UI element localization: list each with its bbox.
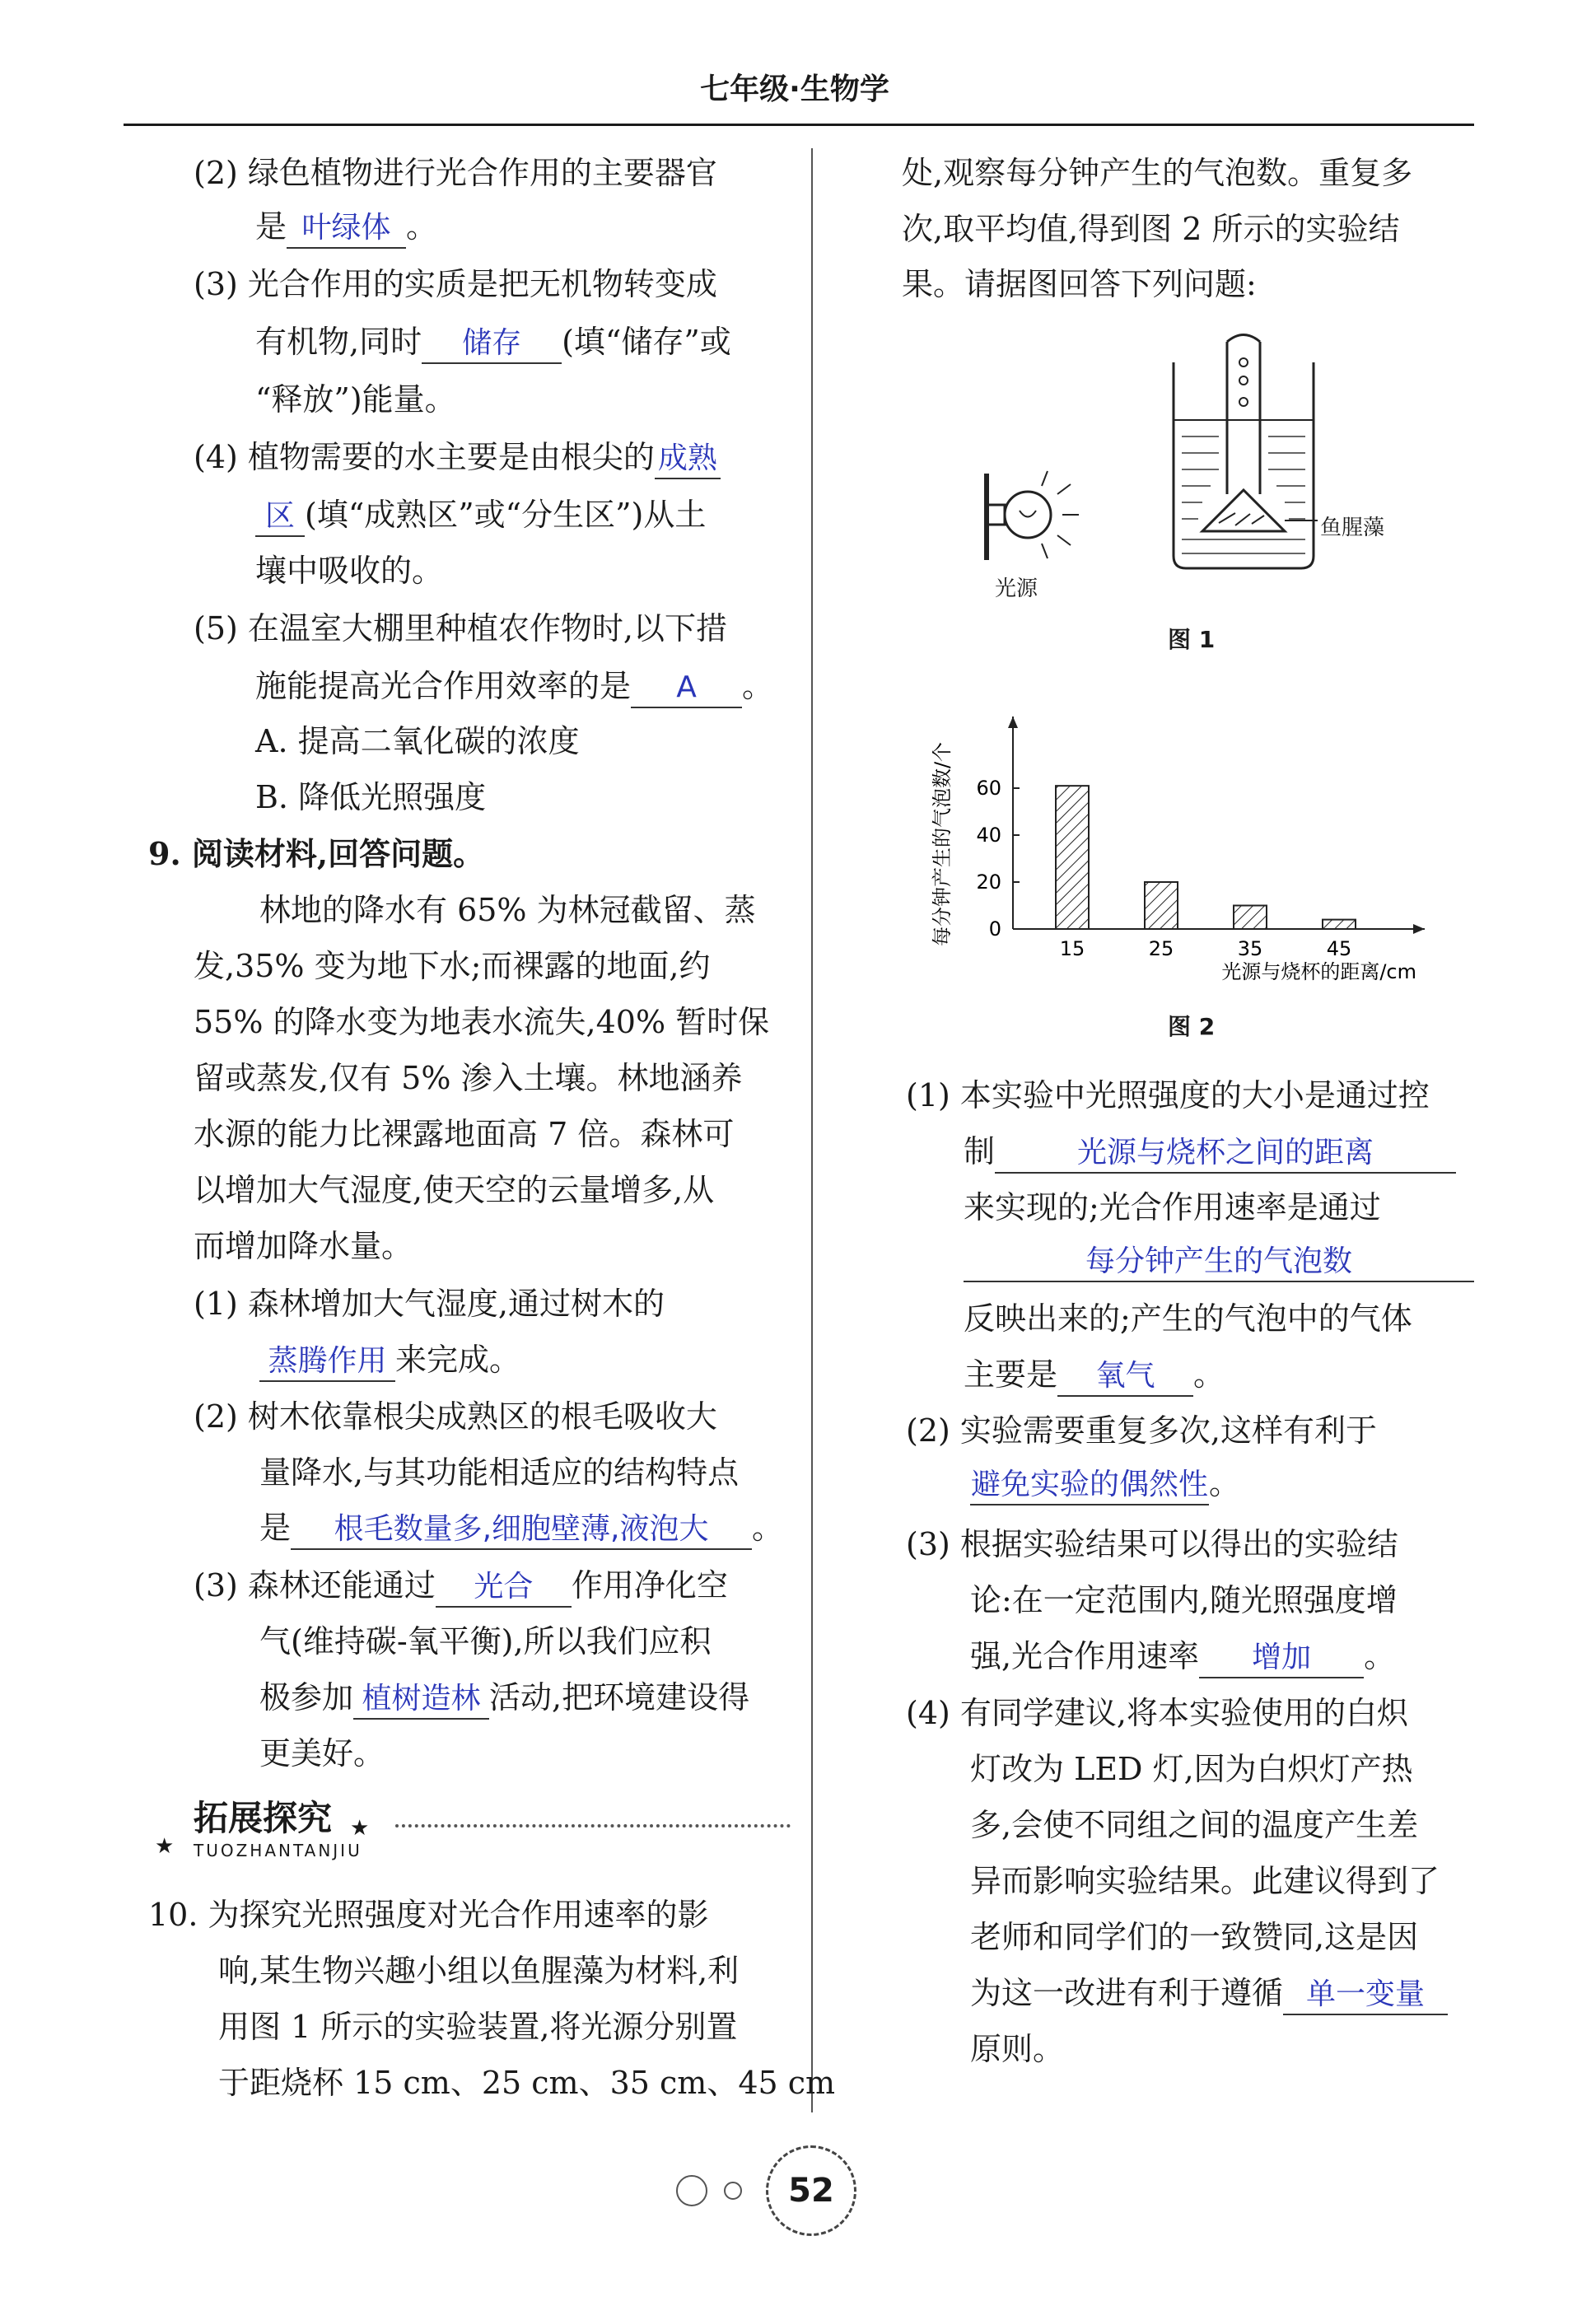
q8-5-text: (5) 在温室大棚里种植农作物时,以下措 [194, 610, 727, 647]
answer-blank[interactable]: A [631, 669, 742, 708]
q9-passage-line: 林地的降水有 65% 为林冠截留、蒸 [259, 892, 756, 928]
star-icon: ★ [155, 1834, 175, 1859]
q9-1-text: (1) 森林增加大气湿度,通过树木的 [194, 1286, 665, 1322]
answer-blank[interactable]: 光合 [436, 1568, 572, 1608]
x-tick-label: 35 [1237, 937, 1263, 960]
section-subtitle: TUOZHANTANJIU [194, 1841, 362, 1860]
q9-title: 9. 阅读材料,回答问题。 [148, 835, 485, 872]
answer-blank[interactable]: 储存 [422, 324, 562, 364]
answer-blank[interactable]: 植树造林 [353, 1680, 489, 1720]
chart-bars [1056, 786, 1356, 929]
section-banner [148, 1791, 807, 1870]
page-header-title: 七年级·生物学 [700, 72, 889, 106]
figure-2-caption: 图 2 [1168, 1013, 1216, 1040]
q9-passage-line: 留或蒸发,仅有 5% 渗入土壤。林地涵养 [194, 1060, 743, 1096]
q8-3-text: (3) 光合作用的实质是把无机物转变成 [194, 266, 717, 302]
y-axis-arrow [1008, 717, 1018, 728]
answer-blank[interactable]: 增加 [1199, 1639, 1364, 1678]
y-tick-label: 20 [976, 871, 1001, 894]
answer-blank[interactable]: 避免实验的偶然性 [970, 1466, 1209, 1505]
light-source-label: 光源 [995, 576, 1038, 601]
q10-1-text: 反映出来的;产生的气泡中的气体 [964, 1300, 1412, 1337]
q10-1-text: (1) 本实验中光照强度的大小是通过控 [906, 1077, 1430, 1113]
q9-3-text: 气(维持碳-氧平衡),所以我们应积 [259, 1623, 712, 1659]
q10-4-text: (4) 有同学建议,将本实验使用的白炽 [906, 1695, 1408, 1731]
q8-5-option-b: B. 降低光照强度 [255, 779, 487, 815]
q10-text: 响,某生物兴趣小组以鱼腥藻为材料,利 [218, 1953, 740, 1989]
q9-3-blank-line: (3) 森林还能通过 光合 作用净化空 [194, 1565, 728, 1608]
q10-3-blank-line: 强,光合作用速率 增加 。 [970, 1636, 1395, 1678]
q10-4-text-end: 原则。 [970, 2031, 1065, 2067]
q10-1-blank-line: 制 光源与烧杯之间的距离 [964, 1131, 1456, 1174]
light-source-icon [987, 471, 1079, 560]
y-tick-label: 40 [976, 824, 1001, 847]
q10-1-blank-line-3: 主要是 氧气 。 [964, 1354, 1225, 1397]
y-tick-label: 60 [976, 777, 1001, 800]
x-axis-label: 光源与烧杯的距离/cm [1221, 960, 1416, 983]
answer-blank[interactable]: 蒸腾作用 [259, 1342, 395, 1382]
q9-1-blank-line: 蒸腾作用 来完成。 [259, 1339, 520, 1382]
q9-passage-line: 发,35% 变为地下水;而裸露的地面,约 [194, 948, 711, 984]
column-divider [811, 148, 813, 2112]
q9-passage-line: 以增加大气湿度,使天空的云量增多,从 [194, 1172, 715, 1208]
x-axis-arrow [1413, 924, 1425, 934]
q10-4-text: 多,会使不同组之间的温度产生差 [970, 1807, 1419, 1843]
section-title: 拓展探究 [194, 1798, 333, 1838]
dotted-rule [395, 1824, 791, 1828]
figure-1-apparatus [972, 329, 1384, 609]
page-number: 52 [766, 2145, 856, 2236]
figure-2-chart [922, 700, 1449, 997]
q9-2-blank-line: 是 根毛数量多,细胞壁薄,液泡大 。 [259, 1507, 783, 1550]
q8-5-blank-line: 施能提高光合作用效率的是 A 。 [255, 665, 773, 708]
q8-5-option-a: A. 提高二氧化碳的浓度 [255, 723, 580, 759]
answer-blank[interactable]: 单一变量 [1283, 1976, 1448, 2015]
decorative-circles [671, 2170, 762, 2211]
q10-4-text: 灯改为 LED 灯,因为白炽灯产热 [970, 1751, 1413, 1787]
beaker-icon [1174, 335, 1318, 569]
q10-4-blank-line: 为这一改进有利于遵循 单一变量 [970, 1972, 1448, 2015]
x-tick-label: 25 [1148, 937, 1174, 960]
q10-intro-line: 次,取平均值,得到图 2 所示的实验结 [902, 211, 1400, 247]
figure-1-caption: 图 1 [1168, 626, 1216, 653]
star-icon: ★ [350, 1816, 370, 1841]
q8-4-line1: (4) 植物需要的水主要是由根尖的 成熟 [194, 436, 721, 479]
bar-35 [1234, 906, 1267, 930]
q8-2-text: (2) 绿色植物进行光合作用的主要器官 [194, 155, 717, 191]
q9-passage-line: 55% 的降水变为地表水流失,40% 暂时保 [194, 1004, 770, 1040]
q8-4-line2: 区 (填“成熟区”或“分生区”)从土 [255, 494, 706, 537]
answer-blank[interactable]: 每分钟产生的气泡数 [964, 1243, 1474, 1282]
q9-passage-line: 而增加降水量。 [194, 1228, 413, 1264]
q10-intro-line: 果。请据图回答下列问题: [902, 266, 1257, 302]
q10-3-text: (3) 根据实验结果可以得出的实验结 [906, 1526, 1398, 1562]
chart-ticks [976, 777, 1351, 960]
q9-3-blank-line-2: 极参加 植树造林 活动,把环境建设得 [259, 1677, 749, 1720]
q8-3-blank-line: 有机物,同时 储存 (填“储存”或 [255, 321, 731, 364]
answer-blank[interactable]: 叶绿体 [287, 209, 406, 249]
q10-text: 10. 为探究光照强度对光合作用速率的影 [148, 1897, 709, 1933]
q10-2-text: (2) 实验需要重复多次,这样有利于 [906, 1412, 1377, 1449]
header-rule [124, 124, 1474, 126]
q9-3-text-end: 更美好。 [259, 1735, 385, 1772]
q10-3-text: 论:在一定范围内,随光照强度增 [970, 1582, 1398, 1618]
q10-text: 用图 1 所示的实验装置,将光源分别置 [218, 2009, 738, 2045]
q10-2-blank-line: 避免实验的偶然性。 [970, 1463, 1240, 1505]
y-tick-label: 0 [988, 917, 1001, 941]
answer-blank[interactable]: 氧气 [1057, 1357, 1193, 1397]
q8-2-blank-line: 是 叶绿体 。 [255, 206, 437, 249]
alga-label: 鱼腥藻 [1320, 516, 1385, 540]
q8-4-text-end: 壤中吸收的。 [255, 553, 444, 589]
q9-2-text: (2) 树木依靠根尖成熟区的根毛吸收大 [194, 1398, 717, 1435]
q10-1-text: 来实现的;光合作用速率是通过 [964, 1189, 1381, 1225]
bar-25 [1145, 882, 1178, 929]
q10-1-blank-line-2 [964, 1239, 1474, 1282]
x-tick-label: 45 [1326, 937, 1352, 960]
q9-2-text: 量降水,与其功能相适应的结构特点 [259, 1454, 740, 1491]
answer-blank[interactable]: 光源与烧杯之间的距离 [995, 1134, 1456, 1174]
q10-4-text: 老师和同学们的一致赞同,这是因 [970, 1919, 1419, 1955]
answer-blank[interactable]: 区 [255, 497, 305, 537]
q10-text: 于距烧杯 15 cm、25 cm、35 cm、45 cm [218, 2065, 836, 2101]
answer-blank[interactable]: 成熟 [655, 440, 721, 479]
bar-45 [1323, 920, 1356, 929]
q9-passage-line: 水源的能力比裸露地面高 7 倍。森林可 [194, 1116, 735, 1152]
q8-3-text-end: “释放”)能量。 [255, 381, 456, 418]
y-axis-label: 每分钟产生的气泡数/个 [931, 741, 954, 947]
q10-intro-line: 处,观察每分钟产生的气泡数。重复多 [902, 155, 1413, 191]
bar-15 [1056, 786, 1089, 929]
q10-4-text: 异而影响实验结果。此建议得到了 [970, 1863, 1440, 1899]
answer-blank[interactable]: 根毛数量多,细胞壁薄,液泡大 [291, 1510, 752, 1550]
x-tick-label: 15 [1059, 937, 1085, 960]
